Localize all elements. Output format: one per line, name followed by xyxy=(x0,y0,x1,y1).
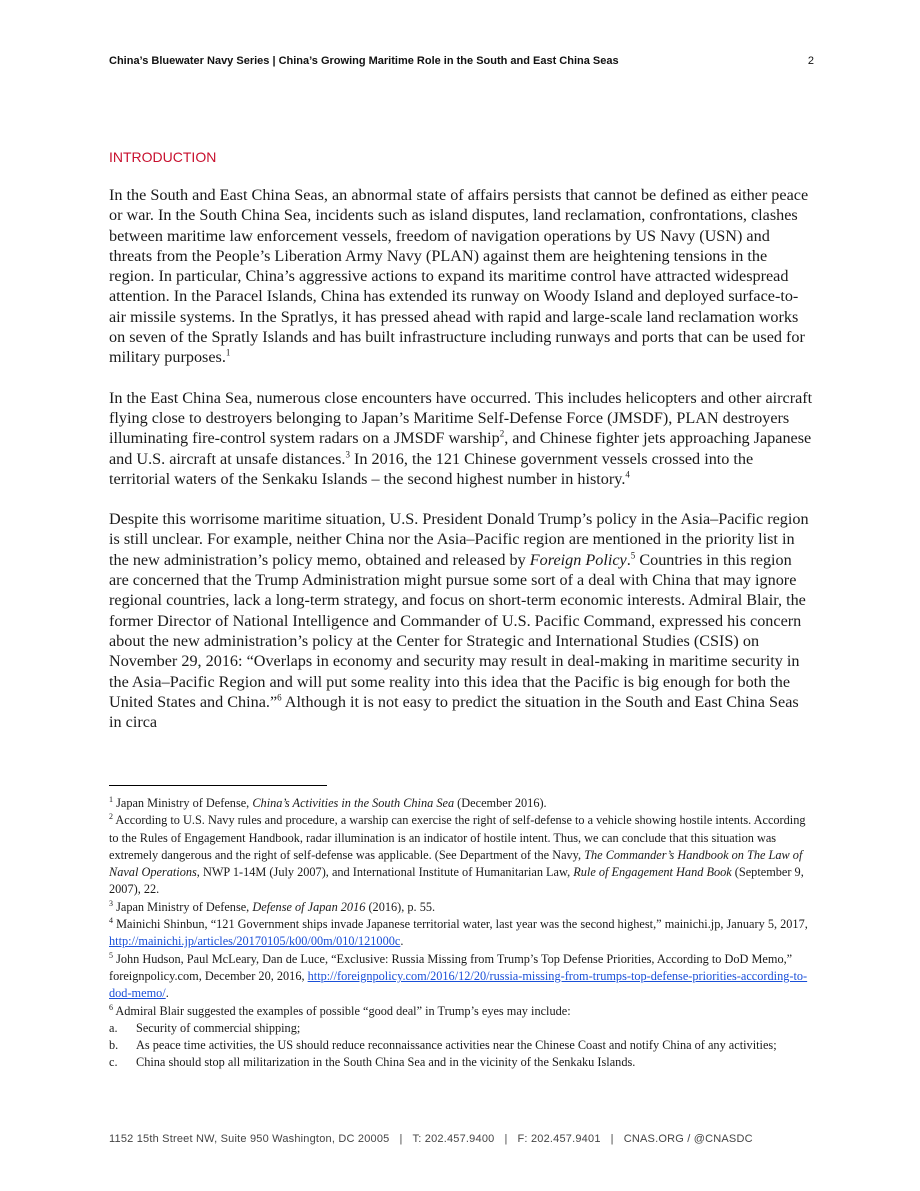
footnote-4 xyxy=(109,916,814,951)
footer-phone: T: 202.457.9400 xyxy=(412,1133,495,1145)
paragraph-text: . xyxy=(626,550,631,569)
footnote-italic: The Commander’s Handbook on The Law of Naval Operations xyxy=(109,847,803,880)
footnote-italic: Defense of Japan 2016 xyxy=(252,899,366,914)
header-title: China’s Bluewater Navy Series | China’s Growing Maritime Role in the South and East China Seas xyxy=(109,55,619,67)
footnote-link[interactable]: http://mainichi.jp/articles/20170105/k00/00m/010/121000c xyxy=(109,934,401,949)
list-marker: b. xyxy=(109,1038,119,1053)
section-title: INTRODUCTION xyxy=(109,149,217,165)
footnote-text: Japan Ministry of Defense, xyxy=(113,899,253,914)
footnote-text: (September 9, 2007), 22. xyxy=(109,865,804,897)
footnote-italic: China’s Activities in the South China Sea xyxy=(252,796,455,810)
footnote-5 xyxy=(109,951,814,1003)
footnote-number: 5 xyxy=(109,950,113,960)
footnote-italic: Rule of Engagement Hand Book xyxy=(573,865,732,880)
footnote-number: 3 xyxy=(109,898,113,908)
footer-separator: | xyxy=(610,1133,614,1145)
footnote-1 xyxy=(109,795,814,812)
list-marker: c. xyxy=(109,1055,118,1070)
footnote-link[interactable]: http://foreignpolicy.com/2016/12/20/russia-missing-from-trumps-top-defense-priorities-according-to-dod-memo/ xyxy=(109,968,808,1001)
footnote-number: 2 xyxy=(109,812,113,822)
footer-separator: | xyxy=(399,1133,403,1145)
footnote-ref[interactable]: 2 xyxy=(499,428,505,439)
paragraph-1 xyxy=(109,185,814,368)
footnote-6 xyxy=(109,1003,814,1020)
footnote-divider xyxy=(109,785,327,786)
publication-title: Foreign Policy xyxy=(529,550,627,569)
footnote-ref[interactable]: 6 xyxy=(277,692,282,703)
paragraph-text: In the East China Sea, numerous close encounters have occurred. This includes helicopters and other aircraft flying close to destroyers belonging to Japan’s Maritime Self-Defense Force (JMSDF), PLAN destroyers illuminating fire-control system radars on a JMSDF warship xyxy=(109,388,813,448)
paragraph-2 xyxy=(109,388,814,489)
footnotes xyxy=(109,795,814,1072)
footnote-3 xyxy=(109,899,814,916)
footnote-ref[interactable]: 5 xyxy=(630,550,636,561)
paragraph-text: In 2016, the 121 Chinese government vessels crossed into the territorial waters of the Senkaku Islands – the second highest number in history. xyxy=(109,449,754,488)
paragraph-text: Countries in this region are concerned that the Trump Administration might pursue some sort of a deal with China that may ignore regional countries, lack a long-term strategy, and focus on short-term economic interests. Admiral Blair, the former Director of National Intelligence and Commander of U.S. Pacific Command, expressed his concern about the new administration’s policy at the Center for Strategic and International Studies (CSIS) on November 29, 2016: “Overlaps in economy and security may result in deal-making in maritime security in the Asia–Pacific Region and will put some reality into this idea that the Pacific is big enough for both the United States and China.” xyxy=(109,550,806,711)
list-item-text: China should stop all militarization in the South China Sea and in the vicinity of the Senkaku Islands. xyxy=(136,1055,636,1070)
running-header xyxy=(109,55,814,67)
list-item-text: Security of commercial shipping; xyxy=(136,1020,301,1035)
footnote-text: John Hudson, Paul McLeary, Dan de Luce, “Exclusive: Russia Missing from Trump’s Top Defense Priorities, According to DoD Memo,” foreignpolicy.com, December 20, 2016, xyxy=(109,951,793,983)
footnote-2 xyxy=(109,812,814,898)
paragraph-text: , and Chinese fighter jets approaching Japanese and U.S. aircraft at unsafe distances. xyxy=(109,429,812,468)
footnote-text: , NWP 1-14M (July 2007), and International Institute of Humanitarian Law, xyxy=(196,865,574,880)
footnote-text: According to U.S. Navy rules and procedure, a warship can exercise the right of self-defense to a vehicle showing hostile intents. According to the Rules of Engagement Handbook, radar illumination is an indicator of hostile intent. Thus, we can conclude that this situation was extremely dangerous and the right of self-defense was applicable. (See Department of the Navy, xyxy=(109,813,806,862)
footnote-number: 6 xyxy=(109,1002,113,1012)
paragraph-text: Despite this worrisome maritime situation, U.S. President Donald Trump’s policy in the Asia–Pacific region is still unclear. For example, neither China nor the Asia–Pacific region are mentioned in the priority list in the new administration’s policy memo, obtained and released by xyxy=(109,510,809,569)
footnote-list-item xyxy=(109,1020,814,1037)
footer-address: 1152 15th Street NW, Suite 950 Washington, DC 20005 xyxy=(109,1133,390,1145)
footnote-number: 4 xyxy=(109,915,113,925)
paragraph-text: In the South and East China Seas, an abnormal state of affairs persists that cannot be defined as either peace or war. In the South China Sea, incidents such as island disputes, land reclamation, confrontations, clashes between maritime law enforcement vessels, freedom of navigation operations by US Navy (USN) and threats from the People’s Liberation Army Navy (PLAN) against them are heightening tensions in the region. In particular, China’s aggressive actions to expand its maritime control have attracted widespread attention. In the Paracel Islands, China has extended its runway on Woody Island and deployed surface-to-air missile systems. In the Spratlys, it has pressed ahead with rapid and large-scale land reclamation works on seven of the Spratly Islands and has built infrastructure including runways and ports that can be used for military purposes. xyxy=(109,186,809,367)
footnote-ref[interactable]: 3 xyxy=(345,449,350,460)
footnote-text: (2016), p. 55. xyxy=(365,899,436,914)
paragraph-text: Although it is not easy to predict the situation in the South and East China Seas in circa xyxy=(109,692,799,732)
page-footer xyxy=(109,1133,814,1145)
footnote-text: Japan Ministry of Defense, xyxy=(113,796,253,810)
body-text xyxy=(109,185,814,752)
footnote-number: 1 xyxy=(109,794,113,804)
paragraph-3 xyxy=(109,509,814,732)
footnote-ref[interactable]: 1 xyxy=(225,347,231,358)
footer-web[interactable]: CNAS.ORG / @CNASDC xyxy=(623,1133,753,1145)
footnote-text: (December 2016). xyxy=(454,796,547,810)
footer-fax: F: 202.457.9401 xyxy=(517,1133,601,1145)
list-marker: a. xyxy=(109,1020,118,1035)
footnote-text: . xyxy=(165,986,169,1001)
footnote-list-item xyxy=(109,1037,814,1054)
page-number: 2 xyxy=(807,55,814,67)
footnote-text: . xyxy=(400,934,404,949)
footnote-list-item xyxy=(109,1054,814,1071)
footnote-text: Mainichi Shinbun, “121 Government ships invade Japanese territorial water, last year was the second highest,” mainichi.jp, January 5, 2017, xyxy=(113,917,808,932)
footnote-text: Admiral Blair suggested the examples of possible “good deal” in Trump’s eyes may include: xyxy=(113,1003,571,1018)
list-item-text: As peace time activities, the US should reduce reconnaissance activities near the Chinese Coast and notify China of any activities; xyxy=(136,1038,777,1053)
footer-separator: | xyxy=(504,1133,508,1145)
footnote-ref[interactable]: 4 xyxy=(625,469,630,480)
